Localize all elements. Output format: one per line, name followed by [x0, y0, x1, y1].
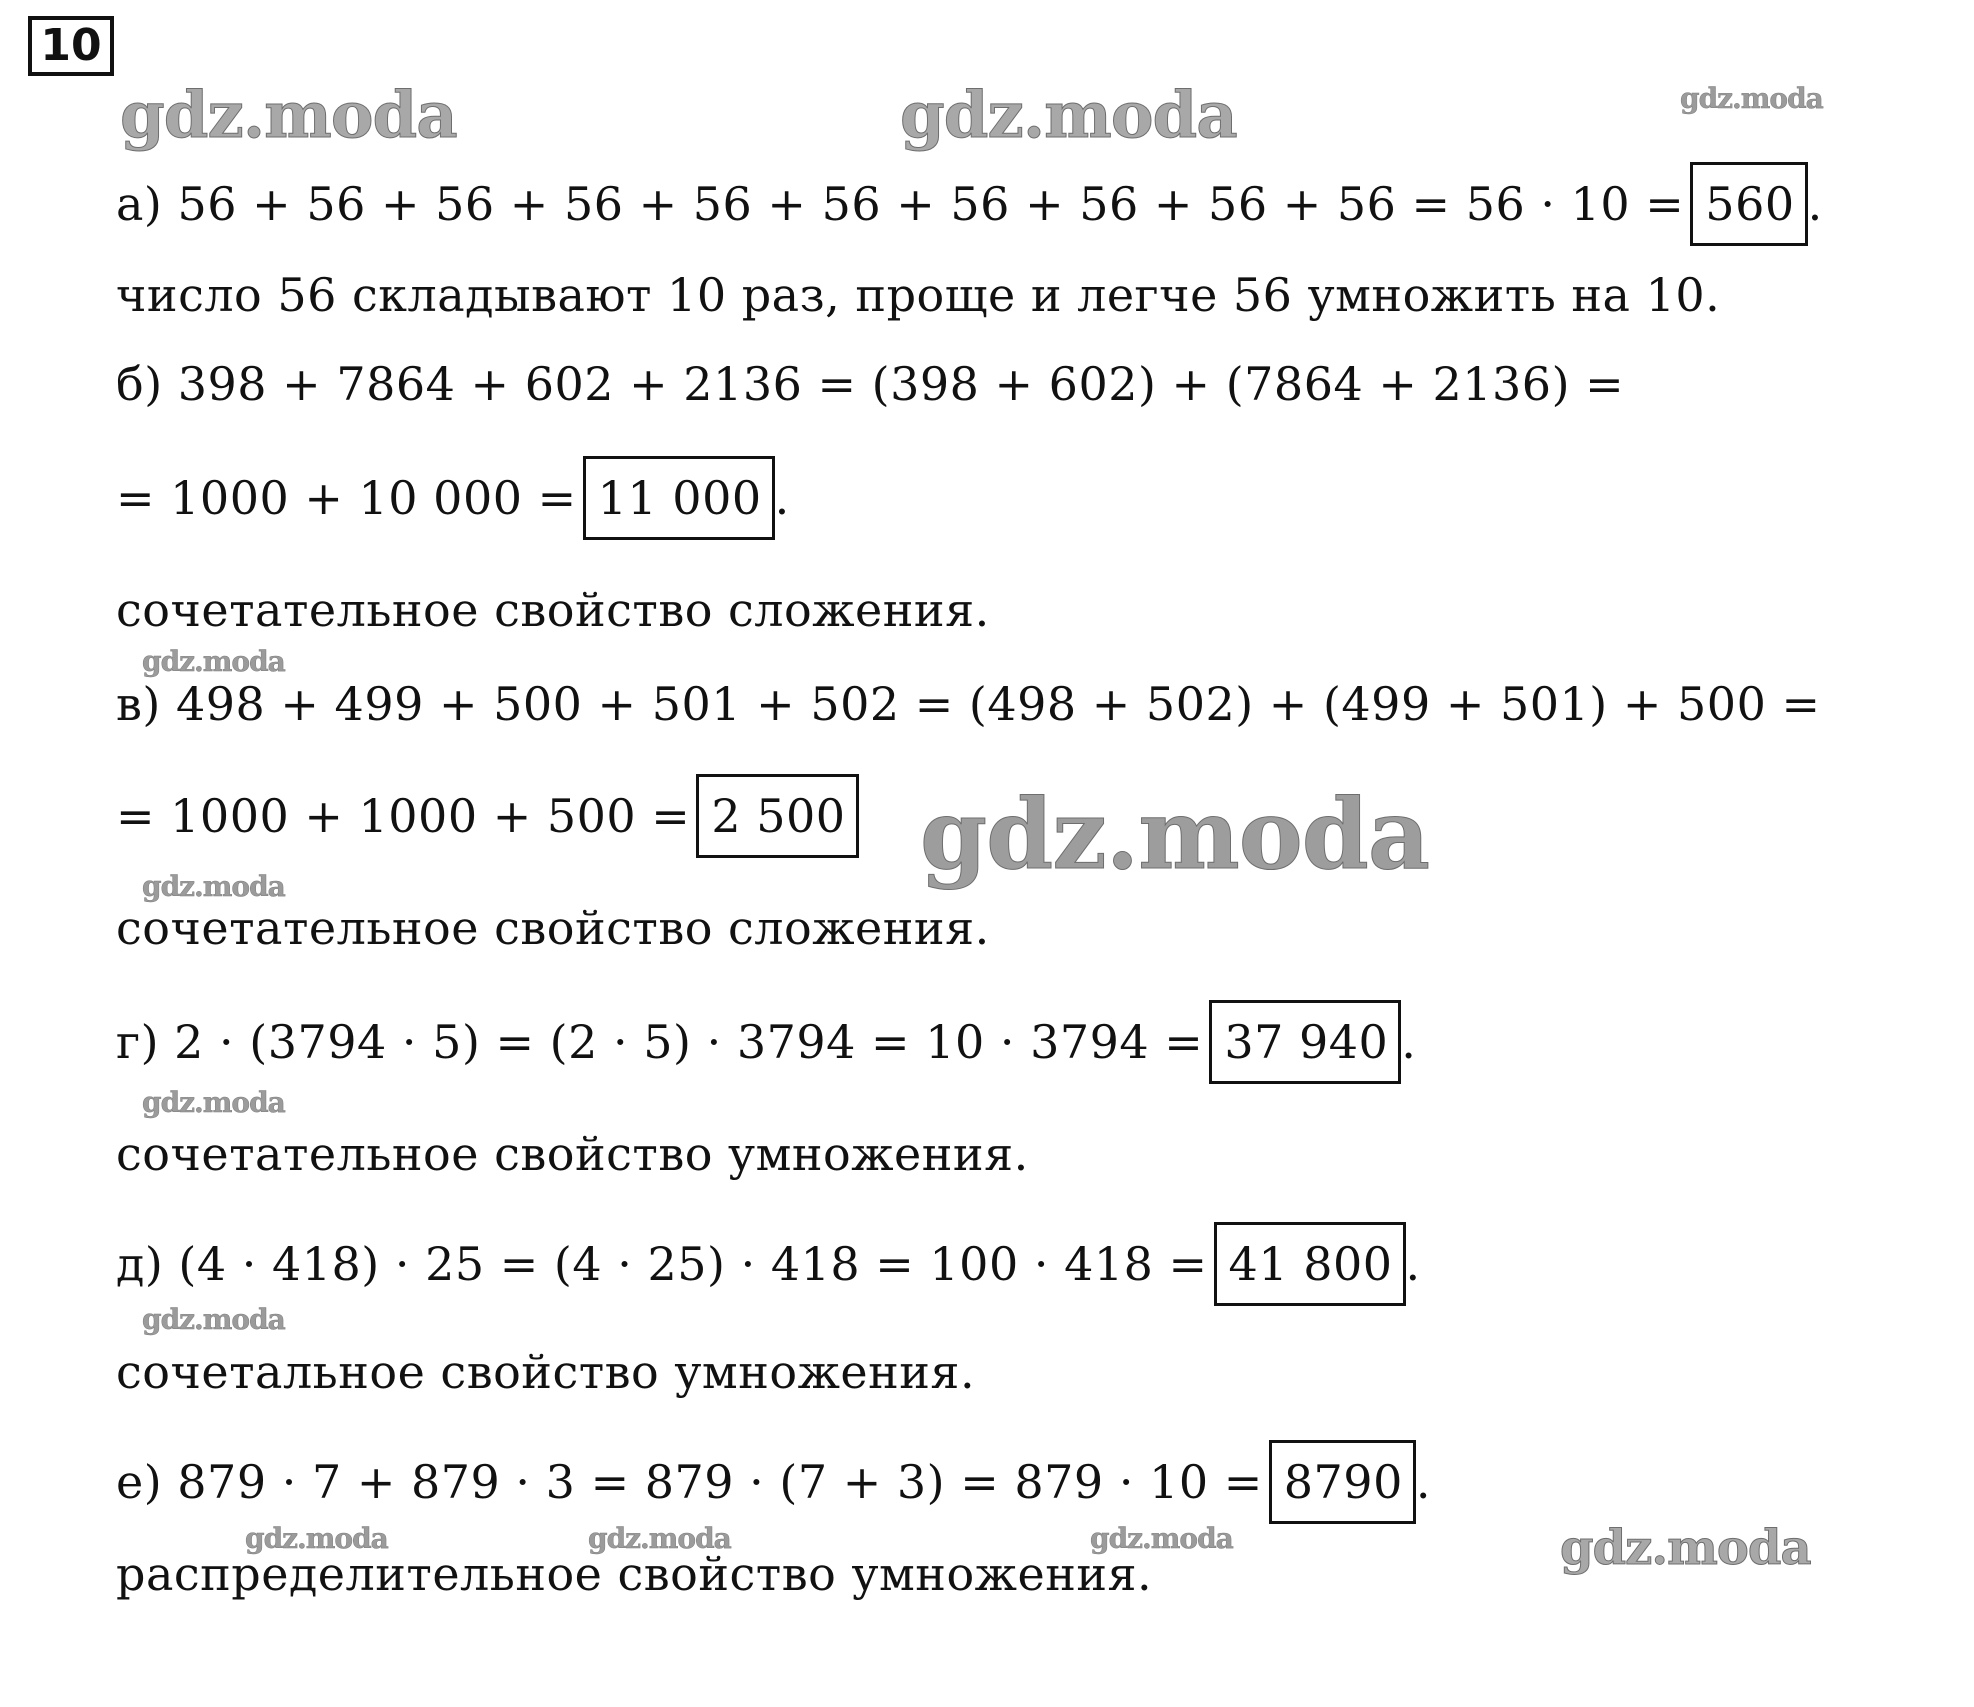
- end-punctuation: .: [1415, 1455, 1431, 1509]
- line-d-expression: [116, 1222, 1421, 1306]
- watermark: gdz.moda: [588, 1522, 731, 1555]
- watermark: gdz.moda: [1680, 82, 1823, 115]
- line-b-expression-1: б) 398 + 7864 + 602 + 2136 = (398 + 602) + (7864 + 2136) =: [116, 357, 1625, 411]
- answer-box: 11 000: [583, 456, 775, 540]
- answer-box: 41 800: [1214, 1222, 1406, 1306]
- expression-text: = 1000 + 1000 + 500 =: [116, 789, 691, 843]
- answer-box: 2 500: [696, 774, 858, 858]
- line-d-note: сочетальное свойство умножения.: [116, 1345, 976, 1399]
- answer-box: 8790: [1269, 1440, 1416, 1524]
- line-e-expression: [116, 1440, 1431, 1524]
- expression-text: = 1000 + 10 000 =: [116, 471, 577, 525]
- watermark: gdz.moda: [1090, 1522, 1233, 1555]
- watermark: gdz.moda: [120, 78, 457, 153]
- watermark: gdz.moda: [142, 1086, 285, 1119]
- line-v-expression-2: [116, 774, 859, 858]
- watermark: gdz.moda: [920, 778, 1430, 891]
- line-b-expression-2: [116, 456, 790, 540]
- answer-box: 37 940: [1209, 1000, 1401, 1084]
- watermark: gdz.moda: [245, 1522, 388, 1555]
- line-g-expression: [116, 1000, 1416, 1084]
- line-v-note: сочетательное свойство сложения.: [116, 901, 990, 955]
- end-punctuation: .: [1807, 177, 1823, 231]
- answer-box: 560: [1690, 162, 1807, 246]
- line-g-note: сочетательное свойство умножения.: [116, 1127, 1029, 1181]
- task-number-box: 10: [28, 16, 114, 76]
- watermark: gdz.moda: [1560, 1520, 1811, 1576]
- line-v-expression-1: в) 498 + 499 + 500 + 501 + 502 = (498 + 502) + (499 + 501) + 500 =: [116, 677, 1821, 731]
- watermark: gdz.moda: [142, 870, 285, 903]
- expression-text: д) (4 · 418) · 25 = (4 · 25) · 418 = 100 · 418 =: [116, 1237, 1208, 1291]
- expression-text: а) 56 + 56 + 56 + 56 + 56 + 56 + 56 + 56 + 56 + 56 = 56 · 10 =: [116, 177, 1685, 231]
- watermark: gdz.moda: [142, 1303, 285, 1336]
- line-a-expression: [116, 162, 1823, 246]
- line-b-note: сочетательное свойство сложения.: [116, 583, 990, 637]
- expression-text: е) 879 · 7 + 879 · 3 = 879 · (7 + 3) = 879 · 10 =: [116, 1455, 1263, 1509]
- end-punctuation: .: [1405, 1237, 1421, 1291]
- line-e-note: распределительное свойство умножения.: [116, 1547, 1153, 1601]
- watermark: gdz.moda: [900, 78, 1237, 153]
- end-punctuation: .: [1401, 1015, 1417, 1069]
- expression-text: г) 2 · (3794 · 5) = (2 · 5) · 3794 = 10 · 3794 =: [116, 1015, 1204, 1069]
- line-a-note: число 56 складывают 10 раз, проще и легче 56 умножить на 10.: [116, 268, 1721, 322]
- end-punctuation: .: [774, 471, 790, 525]
- watermark: gdz.moda: [142, 645, 285, 678]
